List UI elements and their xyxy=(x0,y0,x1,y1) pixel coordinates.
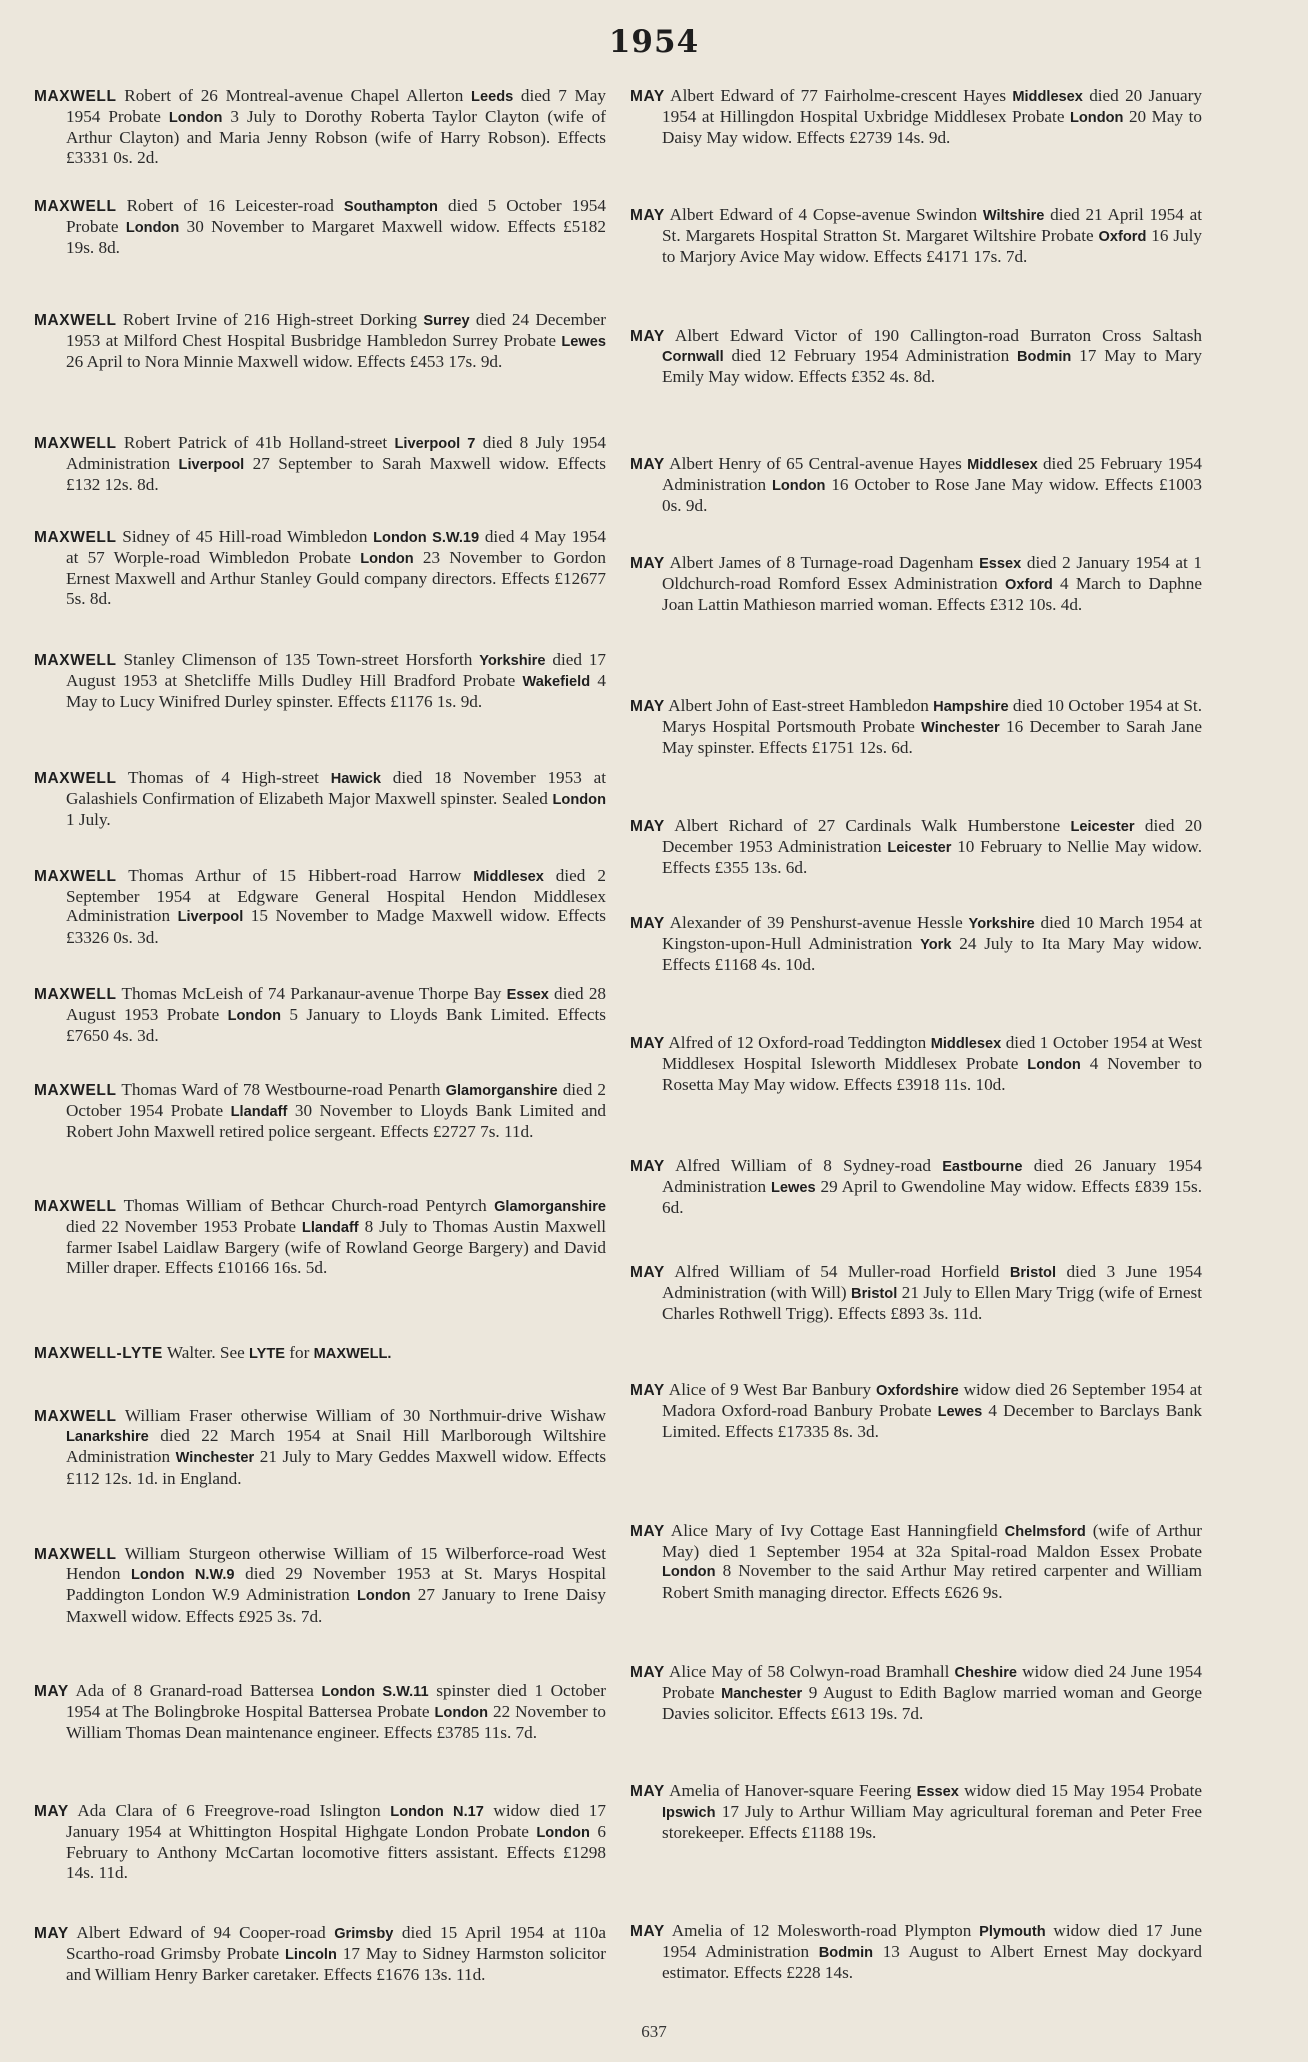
entry-text xyxy=(630,1781,1202,1843)
entry-detail: 24 July to Ita Mary May widow. Effects £1168 4s. 10d. xyxy=(662,934,1203,975)
entry-place: Leicester xyxy=(1070,819,1135,835)
entry-place: Llandaff xyxy=(301,1220,359,1237)
entry-detail: 13 August to Albert Ernest May dockyard estimator. Effects £228 14s. xyxy=(662,1942,1203,1983)
entry-place: Wiltshire xyxy=(982,208,1045,224)
entry-surname: MAY xyxy=(630,328,665,345)
entry-place: Cheshire xyxy=(954,1665,1017,1681)
probate-entry xyxy=(630,816,1202,878)
entry-surname: MAXWELL xyxy=(34,1198,117,1215)
entry-detail: 4 November to Rosetta May May widow. Effects £3918 11s. 10d. xyxy=(662,1054,1203,1095)
probate-entry xyxy=(630,454,1202,516)
probate-entry xyxy=(630,86,1202,148)
entry-text xyxy=(34,310,606,372)
probate-entry xyxy=(630,913,1202,975)
entry-surname: MAY xyxy=(34,1803,69,1820)
entry-place: Lincoln xyxy=(285,1947,337,1964)
entry-surname: MAY xyxy=(630,1382,665,1399)
entry-place: Lewes xyxy=(937,1404,983,1421)
entry-surname: MAXWELL xyxy=(34,529,117,546)
page-title: 1954 xyxy=(608,24,700,60)
entry-detail: 17 May to Sidney Harmston solicitor and William Henry Barker caretaker. Effects £1676 13s. 11d. xyxy=(66,1944,606,1985)
entry-detail: 16 July to Marjory Avice May widow. Effects £4171 17s. 7d. xyxy=(662,226,1202,267)
entry-place: Glamorganshire xyxy=(494,1199,606,1215)
entry-text xyxy=(630,1033,1202,1095)
entry-detail: widow died 26 September 1954 at Madora Oxford-road Banbury Probate xyxy=(662,1380,1202,1421)
entry-surname: MAY xyxy=(630,207,665,224)
entry-place: Oxford xyxy=(1004,577,1053,594)
probate-entry xyxy=(34,768,606,830)
entry-detail: Albert Henry of 65 Central-avenue Hayes xyxy=(664,454,968,473)
entry-detail: 9 August to Edith Baglow married woman and George Davies solicitor. Effects £613 19s. 7d. xyxy=(662,1683,1202,1724)
entry-surname: MAXWELL xyxy=(34,986,117,1003)
entry-detail: Stanley Climenson of 135 Town-street Horsforth xyxy=(116,650,480,669)
entry-surname: MAY xyxy=(630,1158,665,1175)
entry-detail: 22 November to William Thomas Dean maintenance engineer. Effects £3785 11s. 7d. xyxy=(66,1702,606,1743)
entry-place: Leicester xyxy=(887,840,952,857)
entry-text xyxy=(630,1262,1202,1324)
entry-detail: 17 May to Mary Emily May widow. Effects £352 4s. 8d. xyxy=(662,346,1203,387)
entry-text xyxy=(630,205,1202,267)
entry-place: Glamorganshire xyxy=(445,1083,558,1099)
entry-surname: MAY xyxy=(630,698,665,715)
entry-detail: Amelia of Hanover-square Feering xyxy=(664,1781,917,1800)
entry-detail: died 5 October 1954 Probate xyxy=(66,196,606,237)
probate-entry xyxy=(630,553,1202,615)
entry-place: Middlesex xyxy=(1012,89,1083,105)
probate-entry xyxy=(630,326,1202,387)
entry-place: Wakefield xyxy=(522,674,591,691)
entry-detail: William Sturgeon otherwise William of 15 Wilberforce-road West Hendon xyxy=(66,1544,606,1584)
entry-detail: 8 July to Thomas Austin Maxwell farmer Isabel Laidlaw Bargery (wife of Rowland George Bargery) and David Miller draper. Effects £10166 16s. 5d. xyxy=(66,1217,607,1277)
entry-place: Liverpool xyxy=(177,909,244,926)
entry-place: Liverpool 7 xyxy=(394,436,476,452)
probate-entry xyxy=(34,650,606,712)
probate-entry xyxy=(630,1521,1202,1602)
entry-detail: Sidney of 45 Hill-road Wimbledon xyxy=(116,527,374,546)
entry-place: London N.17 xyxy=(390,1804,484,1820)
entry-text xyxy=(630,326,1202,387)
entry-text xyxy=(630,816,1202,878)
probate-entry xyxy=(630,1380,1202,1442)
entry-detail: Robert of 26 Montreal-avenue Chapel Allerton xyxy=(116,86,472,105)
entry-place: London xyxy=(771,478,826,495)
entry-detail: 23 November to Gordon Ernest Maxwell and Arthur Stanley Gould company directors. Effects £12677 5s. 8d. xyxy=(66,548,606,608)
entry-detail: (wife of Arthur May) died 1 September 1954 at 32a Spital-road Maldon Essex Probate xyxy=(662,1521,1202,1562)
entry-text xyxy=(34,768,606,830)
entry-detail: 30 November to Margaret Maxwell widow. Effects £5182 19s. 8d. xyxy=(66,217,606,258)
entry-detail: Alexander of 39 Penshurst-avenue Hessle xyxy=(664,913,969,932)
entry-detail: 10 February to Nellie May widow. Effects £355 13s. 6d. xyxy=(662,837,1202,878)
entry-place: Chelmsford xyxy=(1004,1524,1086,1540)
entry-detail: died 21 April 1954 at St. Margarets Hospital Stratton St. Margaret Wiltshire Probate xyxy=(662,205,1203,246)
probate-entry xyxy=(630,1033,1202,1095)
entry-place: Middlesex xyxy=(473,869,544,885)
entry-detail: 21 July to Ellen Mary Trigg (wife of Ernest Charles Rothwell Trigg). Effects £893 3s. 11d. xyxy=(662,1283,1202,1324)
entry-text xyxy=(630,913,1202,975)
entry-detail: 6 February to Anthony McCartan locomotive fitters assistant. Effects £1298 14s. 11d. xyxy=(66,1822,607,1882)
entry-text xyxy=(34,433,606,495)
entry-detail: 3 July to Dorothy Roberta Taylor Clayton (wife of Arthur Clayton) and Maria Jenny Robson (wife of Harry Robson). Effects £3331 0s. 2d. xyxy=(66,107,606,167)
entry-surname: MAY xyxy=(630,915,665,932)
entry-place: Bodmin xyxy=(818,1945,874,1962)
entry-detail: Alfred William of 8 Sydney-road xyxy=(664,1156,943,1175)
probate-entry xyxy=(34,1923,606,1985)
entry-surname: MAXWELL xyxy=(34,312,117,329)
entry-detail: Amelia of 12 Molesworth-road Plympton xyxy=(664,1921,980,1940)
entry-detail: died 22 November 1953 Probate xyxy=(66,1217,302,1237)
entry-surname: MAY xyxy=(630,1264,665,1281)
entry-detail: widow died 17 June 1954 Administration xyxy=(662,1921,1202,1962)
entry-text xyxy=(34,1923,606,1985)
entry-detail: Albert Edward of 77 Fairholme-crescent Hayes xyxy=(664,86,1013,105)
entry-surname: MAY xyxy=(34,1683,69,1700)
probate-entry xyxy=(34,86,606,167)
entry-detail: Ada Clara of 6 Freegrove-road Islington xyxy=(68,1801,391,1820)
entry-place: Middlesex xyxy=(967,457,1038,473)
entry-place: LYTE xyxy=(249,1346,285,1362)
probate-entry xyxy=(34,1343,606,1364)
entry-place: Surrey xyxy=(423,313,470,329)
entry-detail: 1 July. xyxy=(66,810,111,830)
entry-detail: died 18 November 1953 at Galashiels Confirmation of Elizabeth Major Maxwell spinster. Sealed xyxy=(66,768,606,809)
entry-place: London xyxy=(1069,110,1124,127)
entry-detail: died 15 April 1954 at 110a Scartho-road Grimsby Probate xyxy=(66,1923,606,1964)
entry-place: Winchester xyxy=(921,720,1000,737)
entry-text xyxy=(630,86,1202,148)
probate-entry xyxy=(34,527,606,608)
entry-place: Hampshire xyxy=(933,699,1009,715)
page-number: 637 xyxy=(641,2022,667,2041)
entry-detail: died 28 August 1953 Probate xyxy=(66,984,607,1025)
entry-place: Bristol xyxy=(1009,1265,1057,1281)
entry-detail: 17 July to Arthur William May agricultural foreman and Peter Free storekeeper. Effects £1188 19s. xyxy=(662,1802,1202,1843)
entry-detail: 16 December to Sarah Jane May spinster. Effects £1751 12s. 6d. xyxy=(662,717,1202,758)
entry-detail: died 25 February 1954 Administration xyxy=(662,454,1202,495)
entry-surname: MAXWELL xyxy=(34,435,117,452)
entry-detail: Alice of 9 West Bar Banbury xyxy=(664,1380,876,1399)
entry-place: London S.W.11 xyxy=(321,1684,429,1700)
entry-detail: died 26 January 1954 Administration xyxy=(662,1156,1202,1197)
entry-detail: died 7 May 1954 Probate xyxy=(66,86,606,127)
probate-entry xyxy=(34,1080,606,1142)
entry-detail: 26 April to Nora Minnie Maxwell widow. Effects £453 17s. 9d. xyxy=(66,352,503,372)
entry-detail: died 22 March 1954 at Snail Hill Marlborough Wiltshire Administration xyxy=(66,1426,606,1467)
entry-place: Yorkshire xyxy=(968,916,1035,932)
entry-place: Yorkshire xyxy=(479,653,546,669)
entry-place: Eastbourne xyxy=(942,1159,1023,1175)
entry-place: London xyxy=(1027,1057,1081,1074)
entry-place: London xyxy=(662,1564,716,1581)
entry-surname: MAXWELL xyxy=(34,88,117,105)
entry-detail: 21 July to Mary Geddes Maxwell widow. Effects £112 12s. 1d. in England. xyxy=(66,1447,607,1488)
probate-entry xyxy=(34,1544,606,1626)
entry-detail: died 1 October 1954 at West Middlesex Hospital Isleworth Middlesex Probate xyxy=(662,1033,1203,1074)
entry-text xyxy=(34,527,606,608)
entry-detail: 15 November to Madge Maxwell widow. Effects £3326 0s. 3d. xyxy=(66,906,606,947)
entry-surname: MAXWELL xyxy=(34,868,117,885)
entry-surname: MAY xyxy=(630,1523,665,1540)
entry-place: Essex xyxy=(506,987,549,1003)
entry-place: Essex xyxy=(916,1784,959,1800)
probate-entry xyxy=(34,433,606,495)
entry-detail: Thomas Ward of 78 Westbourne-road Penarth xyxy=(116,1080,446,1099)
entry-text xyxy=(630,1662,1202,1724)
entry-surname: MAXWELL xyxy=(34,1408,117,1425)
entry-place: Lewes xyxy=(770,1180,816,1197)
probate-entry xyxy=(34,1406,606,1488)
entry-detail: died 12 February 1954 Administration xyxy=(723,346,1018,366)
entry-detail: died 8 July 1954 Administration xyxy=(66,433,606,474)
entry-surname: MAY xyxy=(630,818,665,835)
entry-detail: Ada of 8 Granard-road Battersea xyxy=(68,1681,322,1700)
probate-entry xyxy=(34,310,606,372)
entry-surname: MAY xyxy=(630,1035,665,1052)
entry-detail: Alice May of 58 Colwyn-road Bramhall xyxy=(664,1662,955,1681)
entry-place: London xyxy=(168,110,223,127)
entry-place: London xyxy=(357,1588,411,1605)
entry-place: Winchester xyxy=(175,1450,255,1467)
entry-place: Lewes xyxy=(561,334,606,351)
entry-place: Cornwall xyxy=(662,349,724,366)
entry-text xyxy=(34,196,606,258)
entry-text xyxy=(34,1196,606,1277)
entry-surname: MAXWELL xyxy=(34,1082,117,1099)
entry-detail: Robert Irvine of 216 High-street Dorking xyxy=(116,310,424,329)
entry-detail: Robert Patrick of 41b Holland-street xyxy=(116,433,395,452)
entry-detail: died 17 August 1953 at Shetcliffe Mills Dudley Hill Bradford Probate xyxy=(66,650,607,691)
entry-place: London N.W.9 xyxy=(131,1567,235,1584)
entry-detail: 20 May to Daisy May widow. Effects £2739 14s. 9d. xyxy=(662,107,1203,148)
probate-entry xyxy=(34,1196,606,1277)
entry-text xyxy=(34,650,606,712)
entry-surname: MAXWELL xyxy=(34,198,117,215)
entry-detail: died 20 December 1953 Administration xyxy=(662,816,1202,857)
entry-detail: died 2 January 1954 at 1 Oldchurch-road Romford Essex Administration xyxy=(662,553,1202,594)
entry-surname: MAY xyxy=(630,1783,665,1800)
entry-detail: Albert Edward of 94 Cooper-road xyxy=(68,1923,335,1942)
entry-detail: 27 September to Sarah Maxwell widow. Effects £132 12s. 8d. xyxy=(66,454,606,495)
entry-detail: 16 October to Rose Jane May widow. Effects £1003 0s. 9d. xyxy=(662,475,1202,516)
probate-entry xyxy=(630,696,1202,758)
entry-place: Middlesex xyxy=(930,1036,1002,1052)
entry-detail: Alfred of 12 Oxford-road Teddington xyxy=(664,1033,931,1052)
entry-detail: Alfred William of 54 Muller-road Horfield xyxy=(664,1262,1010,1281)
probate-entry xyxy=(630,1662,1202,1724)
entry-place: Liverpool xyxy=(178,457,245,474)
entry-detail: Robert of 16 Leicester-road xyxy=(116,196,344,215)
entry-detail: widow died 24 June 1954 Probate xyxy=(662,1662,1202,1703)
entry-text xyxy=(34,1343,606,1364)
entry-detail: Albert James of 8 Turnage-road Dagenham xyxy=(664,553,980,572)
entry-place: London S.W.19 xyxy=(373,530,480,546)
entry-surname: MAXWELL xyxy=(34,652,117,669)
entry-text xyxy=(34,1801,606,1882)
entry-text xyxy=(630,553,1202,615)
entry-place: London xyxy=(360,551,414,568)
entry-detail: William Fraser otherwise William of 30 Northmuir-drive Wishaw xyxy=(116,1406,606,1425)
entry-surname: MAXWELL xyxy=(34,1546,117,1563)
entry-surname: MAY xyxy=(630,555,665,572)
probate-entry xyxy=(34,1681,606,1743)
entry-place: Hawick xyxy=(330,771,382,787)
entry-place: London xyxy=(434,1705,489,1722)
entry-surname: MAY xyxy=(630,1923,665,1940)
probate-entry xyxy=(34,1801,606,1882)
entry-detail: spinster died 1 October 1954 at The Bolingbroke Hospital Battersea Probate xyxy=(66,1681,607,1722)
entry-place: Southampton xyxy=(343,199,438,215)
entry-detail: 5 January to Lloyds Bank Limited. Effects £7650 4s. 3d. xyxy=(66,1005,606,1046)
entry-surname: MAXWELL-LYTE xyxy=(34,1345,163,1362)
entry-place: Llandaff xyxy=(230,1104,288,1121)
entry-detail: Thomas of 4 High-street xyxy=(116,768,331,787)
entry-detail: died 10 October 1954 at St. Marys Hospital Portsmouth Probate xyxy=(662,696,1202,737)
entry-text xyxy=(34,1080,606,1142)
probate-entry xyxy=(34,196,606,258)
entry-detail: 4 May to Lucy Winifred Durley spinster. Effects £1176 1s. 9d. xyxy=(66,671,607,712)
entry-place: Bodmin xyxy=(1017,349,1072,366)
entry-place: Oxford xyxy=(1098,229,1147,246)
probate-entry xyxy=(34,866,606,947)
entry-detail: for xyxy=(285,1343,314,1362)
entry-detail: Walter. See xyxy=(162,1343,250,1362)
probate-entry xyxy=(630,1262,1202,1324)
entry-text xyxy=(630,696,1202,758)
entry-text xyxy=(34,1544,606,1626)
probate-entry xyxy=(630,205,1202,267)
entry-place: Plymouth xyxy=(979,1924,1046,1940)
entry-text xyxy=(630,1380,1202,1442)
entry-surname: MAY xyxy=(630,456,665,473)
entry-place: London xyxy=(125,220,180,237)
entry-detail: died 2 October 1954 Probate xyxy=(66,1080,607,1121)
entry-detail: Albert Edward of 4 Copse-avenue Swindon xyxy=(664,205,983,224)
probate-entry xyxy=(630,1921,1202,1983)
entry-place: MAXWELL. xyxy=(313,1346,392,1362)
entry-surname: MAY xyxy=(34,1925,69,1942)
entry-detail: Thomas William of Bethcar Church-road Pentyrch xyxy=(116,1196,495,1215)
entry-detail: Albert Richard of 27 Cardinals Walk Humberstone xyxy=(664,816,1071,835)
entry-place: York xyxy=(920,937,952,954)
entry-place: Grimsby xyxy=(334,1926,394,1942)
probate-entry xyxy=(34,984,606,1046)
entry-detail: died 10 March 1954 at Kingston-upon-Hull Administration xyxy=(662,913,1202,954)
entry-detail: Thomas Arthur of 15 Hibbert-road Harrow xyxy=(116,866,474,885)
entry-text xyxy=(630,1156,1202,1218)
entry-detail: 4 December to Barclays Bank Limited. Effects £17335 8s. 3d. xyxy=(662,1401,1202,1442)
entry-detail: 8 November to the said Arthur May retired carpenter and William Robert Smith managing director. Effects £626 9s. xyxy=(662,1561,1202,1602)
probate-entry xyxy=(630,1156,1202,1218)
entry-detail: Albert John of East-street Hambledon xyxy=(664,696,934,715)
entry-detail: 30 November to Lloyds Bank Limited and Robert John Maxwell retired police sergeant. Effects £2727 7s. 11d. xyxy=(66,1101,607,1142)
entry-detail: died 24 December 1953 at Milford Chest Hospital Busbridge Hambledon Surrey Probate xyxy=(66,310,606,351)
entry-text xyxy=(630,1521,1202,1602)
entry-detail: Thomas McLeish of 74 Parkanaur-avenue Thorpe Bay xyxy=(116,984,507,1003)
entry-place: London xyxy=(227,1008,282,1025)
entry-surname: MAXWELL xyxy=(34,770,117,787)
entry-detail: died 3 June 1954 Administration (with Will) xyxy=(662,1262,1202,1303)
entry-place: Lanarkshire xyxy=(66,1429,149,1446)
entry-surname: MAY xyxy=(630,1664,665,1681)
entry-detail: died 2 September 1954 at Edgware General Hospital Hendon Middlesex Administration xyxy=(66,866,606,926)
probate-entry xyxy=(630,1781,1202,1843)
entry-text xyxy=(34,984,606,1046)
entry-place: Essex xyxy=(979,556,1022,572)
entry-detail: died 20 January 1954 at Hillingdon Hospital Uxbridge Middlesex Probate xyxy=(662,86,1202,127)
entry-detail: widow died 17 January 1954 at Whittington Hospital Highgate London Probate xyxy=(66,1801,606,1842)
entry-text xyxy=(34,866,606,947)
entry-detail: died 4 May 1954 at 57 Worple-road Wimbledon Probate xyxy=(66,527,606,568)
entry-text xyxy=(34,1406,606,1488)
entry-text xyxy=(34,86,606,167)
entry-detail: 27 January to Irene Daisy Maxwell widow. Effects £925 3s. 7d. xyxy=(66,1585,606,1626)
entry-detail: Albert Edward Victor of 190 Callington-road Burraton Cross Saltash xyxy=(664,326,1202,345)
entry-text xyxy=(630,1921,1202,1983)
entry-detail: 29 April to Gwendoline May widow. Effects £839 15s. 6d. xyxy=(662,1177,1202,1218)
entry-text xyxy=(34,1681,606,1743)
entry-place: Bristol xyxy=(851,1286,898,1303)
entry-detail: 4 March to Daphne Joan Lattin Mathieson married woman. Effects £312 10s. 4d. xyxy=(662,574,1202,615)
entry-text xyxy=(630,454,1202,516)
entry-detail: Alice Mary of Ivy Cottage East Hanningfield xyxy=(664,1521,1005,1540)
entry-place: London xyxy=(552,792,606,809)
entry-place: Ipswich xyxy=(662,1805,716,1822)
entry-place: Leeds xyxy=(471,89,514,105)
entry-detail: widow died 15 May 1954 Probate xyxy=(958,1781,1202,1800)
entry-place: London xyxy=(536,1825,590,1842)
entry-detail: died 29 November 1953 at St. Marys Hospital Paddington London W.9 Administration xyxy=(66,1564,606,1605)
entry-surname: MAY xyxy=(630,88,665,105)
entry-place: Manchester xyxy=(721,1686,803,1703)
entry-place: Oxfordshire xyxy=(875,1383,959,1399)
